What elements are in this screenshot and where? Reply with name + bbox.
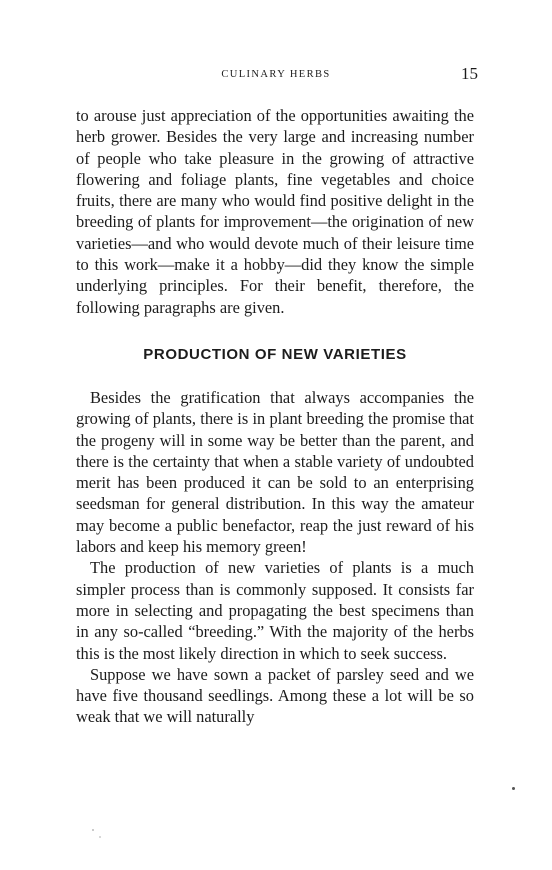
running-head [76,66,476,86]
print-speck [92,829,94,831]
opening-text [76,105,474,318]
paragraph-parsley-seed: Suppose we have sown a packet of parsley seed and we have five thousand seedlings. Among these a lot will be so weak that we will naturally [76,664,474,727]
print-speck [512,787,515,790]
section-body [76,387,474,728]
paragraph-simpler-process: The production of new varieties of plants is a much simpler process than is commonly supposed. It consists far more in selecting and propagating the best specimens than in any so-called “breeding.” With the majority of the herbs this is the most likely direction in which to seek success. [76,558,474,663]
paragraph-continued: to arouse just appreciation of the opportunities awaiting the herb grower. Besides the very large and increasing number of people who take pleasure in the growing of attractive flowering and foliage plants, fine vegetables and choice fruits, there are many who would find positive delight in the breeding of plants for improvement—the origination of new varieties—and who would devote much of their leisure time to this work—make it a hobby—did they know the simple underlying principles. For their benefit, therefore, the following paragraphs are given. [76,106,474,317]
print-speck [99,836,101,838]
page-number: 15 [461,64,478,83]
paragraph-gratification: Besides the gratification that always accompanies the growing of plants, there is in plant breeding the promise that the progeny will in some way be better than the parent, and there is the certainty that when a stable variety of undoubted merit has been produced it can be sold to an enterprising seedsman for general distribution. In this way the amateur may become a public benefactor, reap the just reward of his labors and keep his memory green! [76,388,474,557]
running-title: CULINARY HERBS [221,69,331,80]
section-heading: PRODUCTION OF NEW VARIETIES [143,346,407,363]
